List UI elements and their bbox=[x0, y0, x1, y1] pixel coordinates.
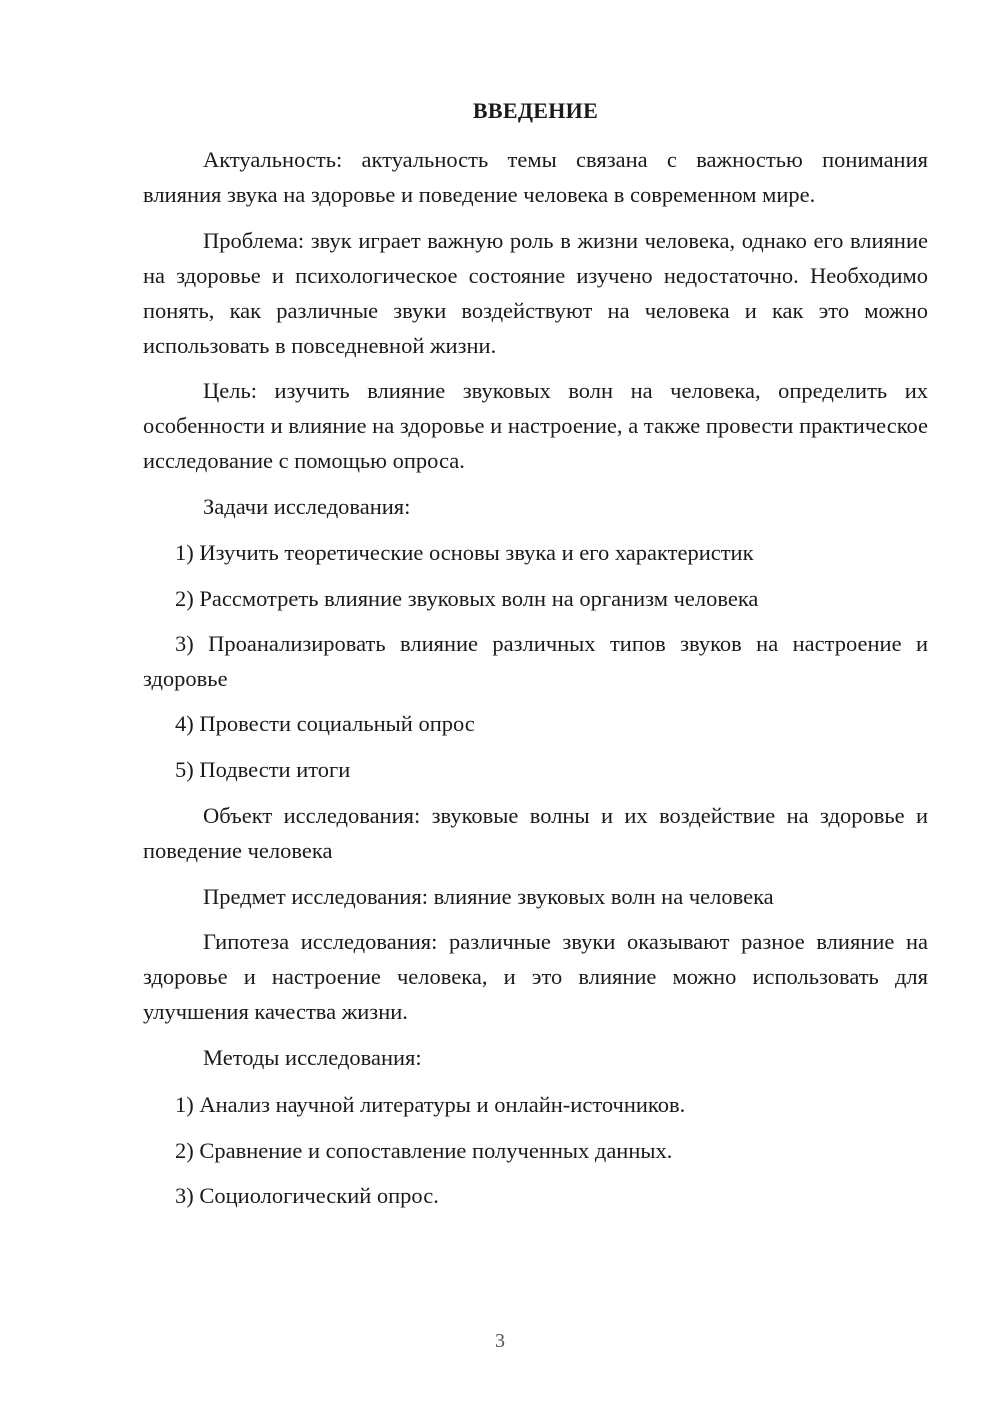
method-item: 2) Сравнение и сопоставление полученных данных. bbox=[175, 1138, 673, 1163]
task-item: 5) Подвести итоги bbox=[175, 757, 351, 782]
method-item: 1) Анализ научной литературы и онлайн-источников. bbox=[175, 1092, 686, 1117]
method-item: 3) Социологический опрос. bbox=[175, 1183, 439, 1208]
task-item: 1) Изучить теоретические основы звука и его характеристик bbox=[175, 540, 754, 565]
task-item: 2) Рассмотреть влияние звуковых волн на организм человека bbox=[175, 586, 759, 611]
problem-paragraph: Проблема: звук играет важную роль в жизни человека, однако его влияние на здоровье и психологическое состояние изучено недостаточно. Необходимо понять, как различные звуки воздействуют на человека и как это можно использовать в повседневной жизни. bbox=[143, 228, 928, 358]
subject-paragraph: Предмет исследования: влияние звуковых волн на человека bbox=[203, 884, 774, 909]
task-item: 4) Провести социальный опрос bbox=[175, 711, 475, 736]
object-paragraph: Объект исследования: звуковые волны и их воздействие на здоровье и поведение человека bbox=[143, 803, 928, 863]
task-item: 3) Проанализировать влияние различных типов звуков на настроение и здоровье bbox=[143, 631, 928, 691]
page-number: 3 bbox=[495, 1330, 505, 1352]
tasks-heading: Задачи исследования: bbox=[203, 494, 411, 519]
methods-heading: Методы исследования: bbox=[203, 1045, 422, 1070]
page-title: ВВЕДЕНИЕ bbox=[472, 98, 599, 123]
hypothesis-paragraph: Гипотеза исследования: различные звуки оказывают разное влияние на здоровье и настроение человека, и это влияние можно использовать для улучшения качества жизни. bbox=[143, 929, 928, 1024]
goal-paragraph: Цель: изучить влияние звуковых волн на человека, определить их особенности и влияние на здоровье и настроение, а также провести практическое исследование с помощью опроса. bbox=[143, 378, 928, 473]
relevance-paragraph: Актуальность: актуальность темы связана с важностью понимания влияния звука на здоровье и поведение человека в современном мире. bbox=[143, 147, 928, 207]
